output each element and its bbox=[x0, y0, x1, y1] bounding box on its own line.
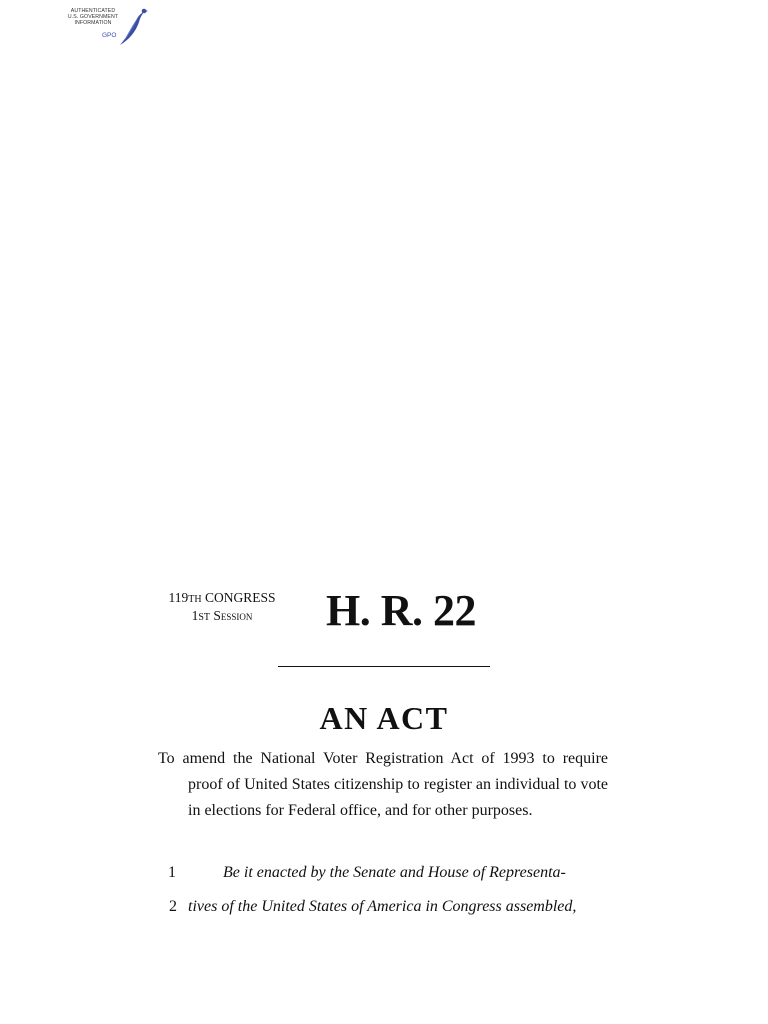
enacting-text: Be it enacted by the Senate and House of Representa- bbox=[223, 864, 566, 881]
gpo-authentication-seal bbox=[62, 5, 146, 47]
congress-session-block bbox=[157, 590, 287, 626]
eagle-icon bbox=[114, 5, 148, 47]
seal-text: AUTHENTICATED U.S. GOVERNMENT INFORMATION bbox=[67, 8, 119, 26]
purpose-paragraph: To amend the National Voter Registration Act of 1993 to require proof of United States citizenship to register an individual to vote in elections for Federal office, and for other purposes. bbox=[158, 750, 608, 819]
bill-number: H. R. 22 bbox=[326, 586, 476, 635]
seal-gpo-label: GPO bbox=[102, 32, 117, 39]
line-number: 1 bbox=[168, 864, 176, 881]
congress-line: 119TH CONGRESS bbox=[168, 590, 276, 605]
act-title: AN ACT bbox=[319, 700, 449, 736]
line-number: 2 bbox=[169, 898, 177, 915]
enacting-text: tives of the United States of America in Congress assembled, bbox=[188, 898, 577, 915]
session-line: 1ST Session bbox=[191, 608, 253, 623]
divider-rule bbox=[278, 666, 490, 667]
